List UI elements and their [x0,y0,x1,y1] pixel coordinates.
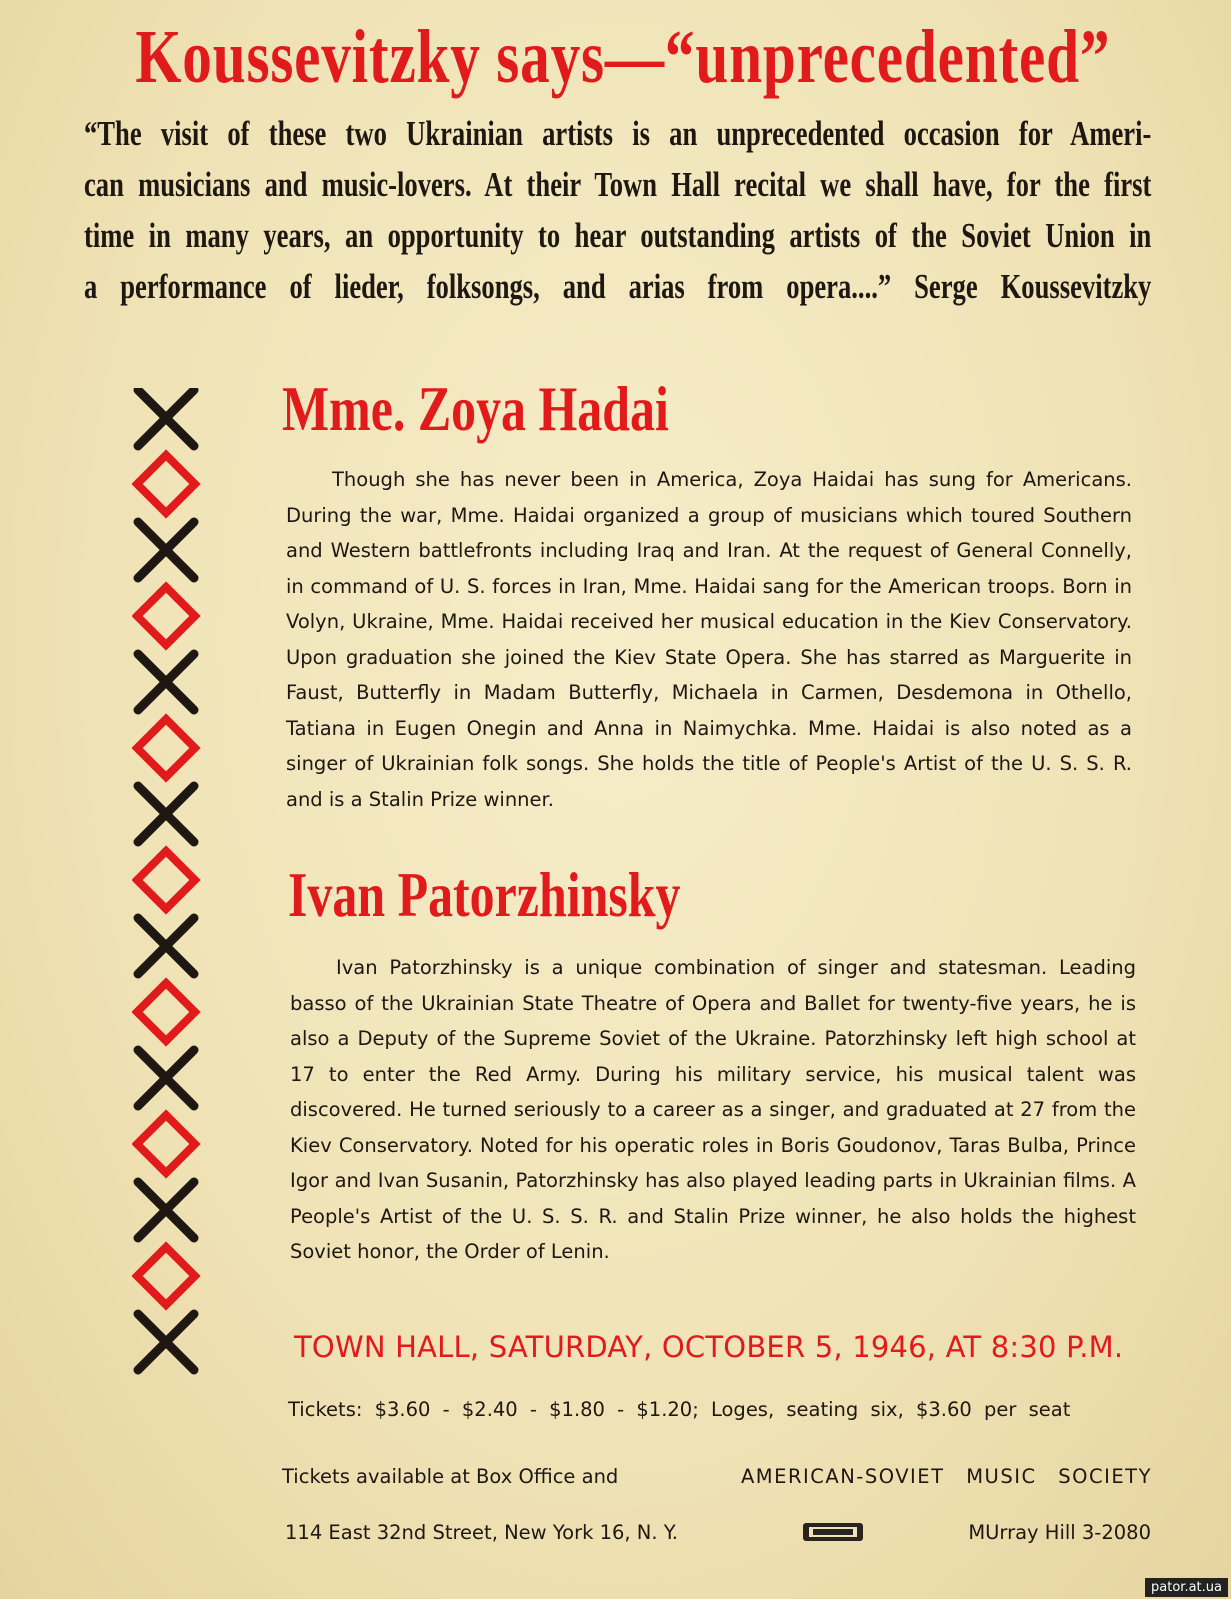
koussevitzky-quote [84,108,1152,312]
ornament-diamond [137,851,195,909]
ticket-prices: Tickets: $3.60 - $2.40 - $1.80 - $1.20; Loges, seating six, $3.60 per seat [288,1398,1071,1421]
quote-line: “The visit of these two Ukrainian artists is an unprecedented occasion for Ameri- [84,114,1152,153]
quote-line: a performance of lieder, folksongs, and arias from opera....” Serge Koussevitzky [84,267,1152,306]
ornament-diamond [137,1247,195,1305]
headline: Koussevitzky says—“unprecedented” [135,15,1111,99]
artist-name-hadai: Mme. Zoya Hadai [282,373,669,444]
artist-bio-patorzhinsky [290,950,1136,1270]
event-date-time: TOWN HALL, SATURDAY, OCTOBER 5, 1946, AT 8:30 P.M. [294,1330,1124,1364]
site-watermark: pator.at.ua [1145,1578,1228,1597]
ornament-cross [138,918,194,974]
ornament-cross [138,654,194,710]
phone-number: MUrray Hill 3-2080 [968,1520,1151,1544]
ornament-cross [138,522,194,578]
availability-text: Tickets available at Box Office and [282,1465,619,1488]
organization-name: AMERICAN-SOVIET MUSIC SOCIETY [740,1465,1152,1488]
bio-paragraph: Ivan Patorzhinsky is a unique combination of singer and statesman. Leading basso of the Ukrainian State Theatre of Opera and Ballet for twenty-five years, he is also a Deputy of the Supreme Soviet of the Ukraine. Patorzhinsky left high school at 17 to enter the Red Army. During his military service, his musical talent was discovered. He turned seriously to a career as a singer, and graduated at 27 from the Kiev Conservatory. Noted for his operatic roles in Boris Goudonov, Taras Bulba, Prince Igor and Ivan Susanin, Patorzhinsky has also played leading parts in Ukrainian films. A People's Artist of the U. S. S. R. and Stalin Prize winner, he also holds the highest Soviet honor, the Order of Lenin. [290,956,1136,1263]
ornament-cross [138,1050,194,1106]
ornament-cross [138,390,194,446]
contact-row [285,1520,1151,1544]
bio-paragraph: Though she has never been in America, Zoya Haidai has sung for Americans. During the war, Mme. Haidai organized a group of musicians which toured Southern and Western battlefronts including Iraq and Iran. At the request of General Connelly, in command of U. S. forces in Iran, Mme. Haidai sang for the American troops. Born in Volyn, Ukraine, Mme. Haidai received her musical education in the Kiev Conservatory. Upon graduation she joined the Kiev State Opera. She has starred as Marguerite in Faust, Butterfly in Madam Butterfly, Michaela in Carmen, Desdemona in Othello, Tatiana in Eugen Onegin and Anna in Naimychka. Mme. Haidai is also noted as a singer of Ukrainian folk songs. She holds the title of People's Artist of the U. S. S. R. and is a Stalin Prize winner. [286,468,1132,811]
ukrainian-ornament-border [132,388,212,1398]
ornament-cross [138,786,194,842]
quote-line: can musicians and music-lovers. At their Town Hall recital we shall have, for the first [84,165,1152,204]
ornament-diamond [137,983,195,1041]
artist-bio-hadai [286,462,1132,817]
artist-name-patorzhinsky: Ivan Patorzhinsky [288,859,681,930]
quote-line: time in many years, an opportunity to hear outstanding artists of the Soviet Union in [84,216,1152,255]
ticket-availability [282,1465,1152,1488]
ornament-diamond [137,455,195,513]
ornament-diamond [137,587,195,645]
ornament-diamond [137,1115,195,1173]
union-label-icon [799,1520,867,1544]
ornament-cross [138,1314,194,1370]
address: 114 East 32nd Street, New York 16, N. Y. [285,1520,678,1544]
ornament-cross [138,1182,194,1238]
ornament-diamond [137,719,195,777]
